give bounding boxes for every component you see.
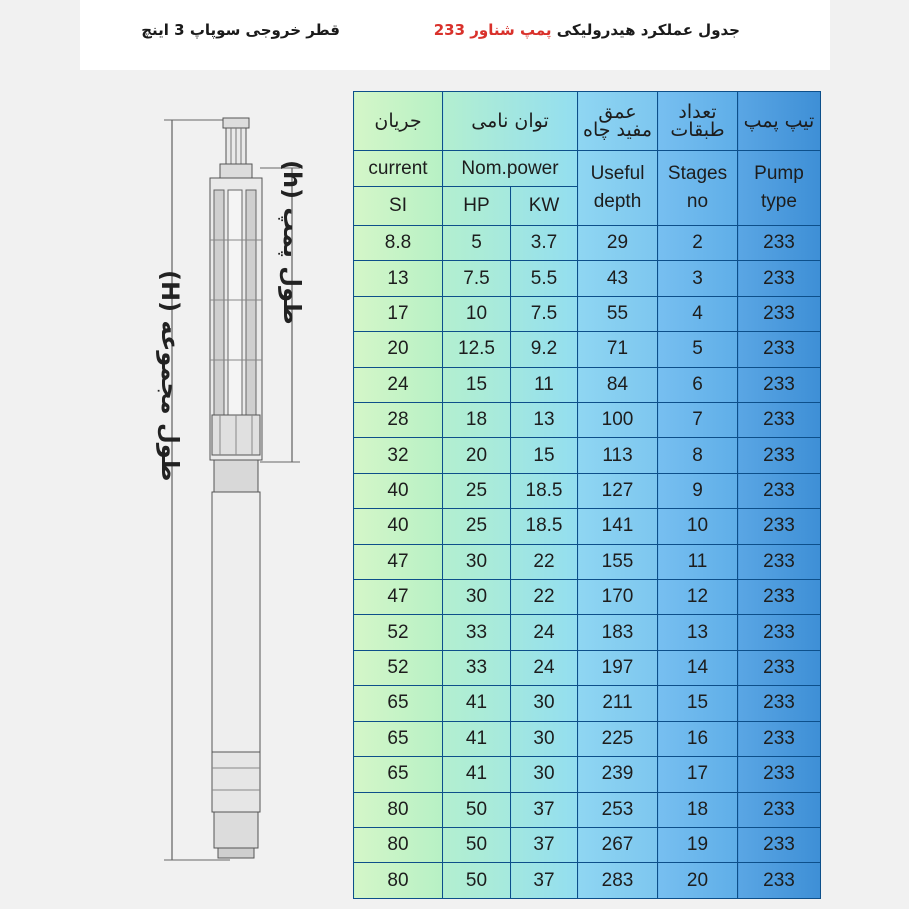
- cell-depth: 127: [578, 473, 658, 508]
- cell-hp: 33: [443, 615, 511, 650]
- cell-current: 80: [354, 792, 443, 827]
- title-main: جدول عملکرد هیدرولیکی: [551, 21, 740, 39]
- table-row: [354, 367, 821, 402]
- cell-kw: 37: [511, 863, 578, 899]
- cell-depth: 155: [578, 544, 658, 579]
- cell-hp: 50: [443, 792, 511, 827]
- table-row: [354, 827, 821, 862]
- cell-kw: 30: [511, 721, 578, 756]
- cell-current: 65: [354, 686, 443, 721]
- cell-hp: 20: [443, 438, 511, 473]
- cell-depth: 197: [578, 650, 658, 685]
- cell-stages: 18: [658, 792, 738, 827]
- cell-hp: 30: [443, 580, 511, 615]
- table-row: [354, 403, 821, 438]
- cell-hp: 41: [443, 757, 511, 792]
- cell-current: 13: [354, 261, 443, 296]
- table: [353, 91, 821, 899]
- cell-stages: 2: [658, 226, 738, 261]
- pump-illustration: [150, 100, 350, 880]
- cell-depth: 239: [578, 757, 658, 792]
- header-depth-en: Useful depth: [578, 151, 658, 226]
- cell-current: 32: [354, 438, 443, 473]
- cell-depth: 55: [578, 296, 658, 331]
- cell-stages: 3: [658, 261, 738, 296]
- table-row: [354, 650, 821, 685]
- table-row: [354, 226, 821, 261]
- page-title: [395, 14, 740, 46]
- cell-kw: 7.5: [511, 296, 578, 331]
- cell-current: 20: [354, 332, 443, 367]
- cell-hp: 41: [443, 686, 511, 721]
- cell-current: 24: [354, 367, 443, 402]
- table-row: [354, 296, 821, 331]
- header-current-en: current: [354, 151, 443, 187]
- page-subtitle: قطر خروجی سوپاپ 3 اینچ: [141, 21, 340, 39]
- cell-stages: 10: [658, 509, 738, 544]
- cell-type: 233: [738, 367, 821, 402]
- cell-current: 40: [354, 473, 443, 508]
- cell-type: 233: [738, 827, 821, 862]
- cell-kw: 24: [511, 650, 578, 685]
- cell-hp: 15: [443, 367, 511, 402]
- cell-depth: 100: [578, 403, 658, 438]
- table-row: [354, 261, 821, 296]
- cell-kw: 24: [511, 615, 578, 650]
- cell-kw: 5.5: [511, 261, 578, 296]
- cell-stages: 8: [658, 438, 738, 473]
- cell-depth: 84: [578, 367, 658, 402]
- cell-current: 17: [354, 296, 443, 331]
- table-body: [354, 92, 821, 899]
- table-row: [354, 615, 821, 650]
- cell-type: 233: [738, 332, 821, 367]
- table-row: [354, 332, 821, 367]
- cell-stages: 15: [658, 686, 738, 721]
- cell-current: 65: [354, 721, 443, 756]
- cell-stages: 4: [658, 296, 738, 331]
- cell-stages: 6: [658, 367, 738, 402]
- cell-stages: 14: [658, 650, 738, 685]
- cell-kw: 18.5: [511, 509, 578, 544]
- cell-hp: 25: [443, 473, 511, 508]
- cell-kw: 22: [511, 580, 578, 615]
- cell-depth: 267: [578, 827, 658, 862]
- table-row: [354, 509, 821, 544]
- cell-current: 40: [354, 509, 443, 544]
- cell-type: 233: [738, 650, 821, 685]
- cell-type: 233: [738, 226, 821, 261]
- table-row: [354, 792, 821, 827]
- cell-current: 52: [354, 650, 443, 685]
- table-row: [354, 757, 821, 792]
- cell-stages: 12: [658, 580, 738, 615]
- cell-depth: 211: [578, 686, 658, 721]
- performance-table: [353, 91, 820, 899]
- cell-type: 233: [738, 792, 821, 827]
- cell-depth: 253: [578, 792, 658, 827]
- pump-length-label: طول پمپ (h): [278, 160, 306, 325]
- header-type-en: Pump type: [738, 151, 821, 226]
- cell-current: 47: [354, 544, 443, 579]
- cell-current: 80: [354, 863, 443, 899]
- table-row: [354, 721, 821, 756]
- header-row-persian: [354, 92, 821, 151]
- cell-type: 233: [738, 261, 821, 296]
- header-depth-fa: عمق مفید چاه: [578, 92, 658, 151]
- cell-depth: 113: [578, 438, 658, 473]
- cell-stages: 17: [658, 757, 738, 792]
- cell-kw: 22: [511, 544, 578, 579]
- cell-stages: 19: [658, 827, 738, 862]
- cell-type: 233: [738, 686, 821, 721]
- cell-kw: 9.2: [511, 332, 578, 367]
- cell-kw: 37: [511, 827, 578, 862]
- cell-type: 233: [738, 580, 821, 615]
- cell-type: 233: [738, 473, 821, 508]
- cell-kw: 15: [511, 438, 578, 473]
- cell-depth: 225: [578, 721, 658, 756]
- cell-kw: 30: [511, 757, 578, 792]
- cell-type: 233: [738, 721, 821, 756]
- cell-hp: 18: [443, 403, 511, 438]
- table-row: [354, 686, 821, 721]
- cell-type: 233: [738, 438, 821, 473]
- cell-hp: 50: [443, 827, 511, 862]
- cell-current: 47: [354, 580, 443, 615]
- cell-type: 233: [738, 615, 821, 650]
- cell-hp: 7.5: [443, 261, 511, 296]
- header-stages-en: Stages no: [658, 151, 738, 226]
- cell-stages: 11: [658, 544, 738, 579]
- cell-depth: 43: [578, 261, 658, 296]
- header-power-fa: توان نامی: [443, 92, 578, 151]
- cell-depth: 170: [578, 580, 658, 615]
- pump-drawing: [150, 100, 350, 880]
- cell-type: 233: [738, 296, 821, 331]
- cell-hp: 33: [443, 650, 511, 685]
- cell-current: 52: [354, 615, 443, 650]
- table-row: [354, 473, 821, 508]
- header-current-fa: جریان: [354, 92, 443, 151]
- cell-depth: 183: [578, 615, 658, 650]
- table-row: [354, 580, 821, 615]
- unit-kw: KW: [511, 187, 578, 226]
- cell-type: 233: [738, 544, 821, 579]
- unit-hp: HP: [443, 187, 511, 226]
- cell-type: 233: [738, 509, 821, 544]
- cell-current: 80: [354, 827, 443, 862]
- cell-hp: 5: [443, 226, 511, 261]
- cell-kw: 3.7: [511, 226, 578, 261]
- cell-current: 8.8: [354, 226, 443, 261]
- cell-type: 233: [738, 403, 821, 438]
- cell-hp: 10: [443, 296, 511, 331]
- table-row: [354, 438, 821, 473]
- cell-hp: 12.5: [443, 332, 511, 367]
- cell-kw: 37: [511, 792, 578, 827]
- cell-hp: 50: [443, 863, 511, 899]
- cell-kw: 30: [511, 686, 578, 721]
- cell-depth: 71: [578, 332, 658, 367]
- cell-kw: 11: [511, 367, 578, 402]
- cell-stages: 20: [658, 863, 738, 899]
- cell-kw: 18.5: [511, 473, 578, 508]
- cell-stages: 5: [658, 332, 738, 367]
- header-power-en: Nom.power: [443, 151, 578, 187]
- unit-si: SI: [354, 187, 443, 226]
- cell-type: 233: [738, 757, 821, 792]
- cell-depth: 29: [578, 226, 658, 261]
- table-row: [354, 544, 821, 579]
- cell-depth: 283: [578, 863, 658, 899]
- header-stages-fa: تعداد طبقات: [658, 92, 738, 151]
- cell-kw: 13: [511, 403, 578, 438]
- cell-hp: 25: [443, 509, 511, 544]
- header-type-fa: تیپ پمپ: [738, 92, 821, 151]
- cell-stages: 16: [658, 721, 738, 756]
- total-length-label: طول مجموعه (H): [156, 270, 184, 482]
- cell-depth: 141: [578, 509, 658, 544]
- cell-hp: 41: [443, 721, 511, 756]
- table-row: [354, 863, 821, 899]
- title-accent: پمپ شناور 233: [433, 21, 552, 39]
- cell-stages: 7: [658, 403, 738, 438]
- cell-current: 65: [354, 757, 443, 792]
- cell-stages: 9: [658, 473, 738, 508]
- cell-type: 233: [738, 863, 821, 899]
- cell-stages: 13: [658, 615, 738, 650]
- header-row-english: [354, 151, 821, 187]
- cell-current: 28: [354, 403, 443, 438]
- cell-hp: 30: [443, 544, 511, 579]
